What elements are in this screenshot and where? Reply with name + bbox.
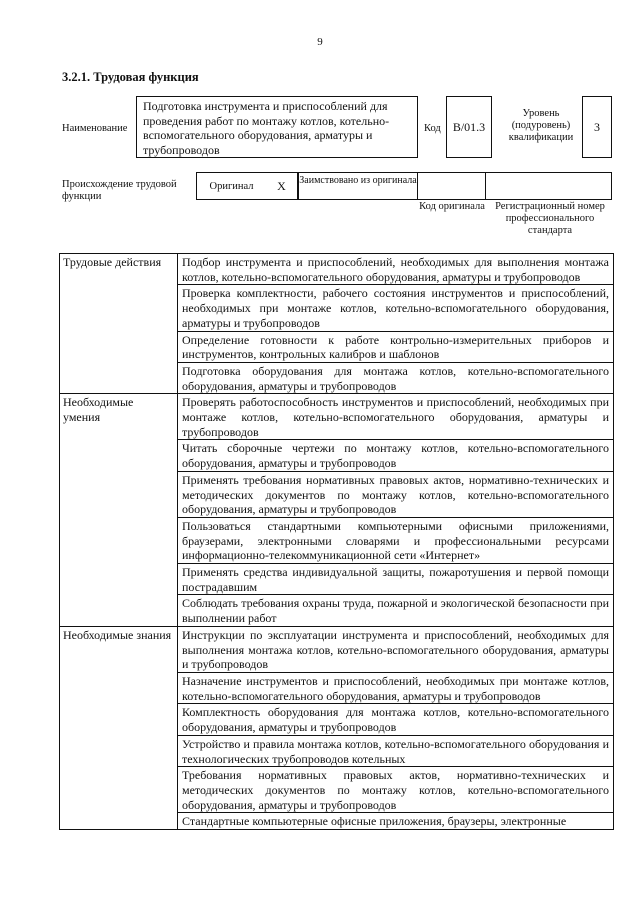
item-cell: Инструкции по эксплуатации инструмента и приспособлений, необходимых для выполнения монтажа котлов, котельно-вспомогательного оборудования, арматуры и трубопроводов bbox=[178, 626, 614, 672]
reg-number-caption: Регистрационный номер профессионального стандарта bbox=[495, 201, 605, 236]
name-label: Наименование bbox=[62, 123, 128, 134]
borrowed-cell bbox=[298, 172, 418, 200]
level-value: 3 bbox=[582, 96, 612, 158]
item-cell: Устройство и правила монтажа котлов, котельно-вспомогательного оборудования и технологических трубопроводов котельных bbox=[178, 735, 614, 766]
code-original-caption: Код оригинала bbox=[419, 201, 485, 212]
item-cell: Требования нормативных правовых актов, нормативно-технических и методических документов по монтажу котлов, котельно-вспомогательного оборудования, арматуры и трубопроводов bbox=[178, 767, 614, 813]
table-row bbox=[60, 394, 614, 440]
reg-number-cell bbox=[486, 172, 612, 200]
category-cell: Необходимые умения bbox=[60, 394, 178, 627]
code-value: B/01.3 bbox=[446, 96, 492, 158]
level-label: Уровень (подуровень) квалификации bbox=[508, 108, 574, 143]
page-number: 9 bbox=[317, 36, 323, 48]
code-original-cell bbox=[418, 172, 486, 200]
code-label: Код bbox=[424, 123, 441, 134]
category-cell: Трудовые действия bbox=[60, 254, 178, 394]
item-cell: Проверять работоспособность инструментов и приспособлений, необходимых при монтаже котлов, котельно-вспомогательного оборудования, арматуры и трубопроводов bbox=[178, 394, 614, 440]
item-cell: Подготовка оборудования для монтажа котлов, котельно-вспомогательного оборудования, арматуры и трубопроводов bbox=[178, 362, 614, 393]
item-cell: Определение готовности к работе контрольно-измерительных приборов и инструментов, контрольных калибров и шаблонов bbox=[178, 331, 614, 362]
item-cell: Пользоваться стандартными компьютерными офисными приложениями, браузерами, электронными словарями и профессиональными ресурсами информационно-телекоммуникационной сети «Интернет» bbox=[178, 517, 614, 563]
section-title: 3.2.1. Трудовая функция bbox=[62, 70, 199, 84]
original-mark: X bbox=[277, 178, 286, 193]
item-cell: Комплектность оборудования для монтажа котлов, котельно-вспомогательного оборудования, арматуры и трубопроводов bbox=[178, 704, 614, 735]
item-cell: Назначение инструментов и приспособлений, необходимых при монтаже котлов, котельно-вспомогательного оборудования, арматуры и трубопроводов bbox=[178, 672, 614, 703]
category-cell: Необходимые знания bbox=[60, 626, 178, 829]
function-table bbox=[59, 253, 614, 830]
item-cell: Применять требования нормативных правовых актов, нормативно-технических и методических документов по монтажу котлов, котельно-вспомогательного оборудования, арматуры и трубопроводов bbox=[178, 471, 614, 517]
item-cell: Подбор инструмента и приспособлений, необходимых для выполнения монтажа котлов, котельно-вспомогательного оборудования, арматуры и трубопроводов bbox=[178, 254, 614, 285]
item-cell: Проверка комплектности, рабочего состояния инструментов и приспособлений, необходимых при монтаже котлов, котельно-вспомогательного оборудования, арматуры и трубопроводов bbox=[178, 285, 614, 331]
original-mark-cell bbox=[266, 172, 298, 200]
original-cell bbox=[196, 172, 266, 200]
origin-label: Происхождение трудовой функции bbox=[62, 179, 177, 202]
function-name-value: Подготовка инструмента и приспособлений для проведения работ по монтажу котлов, котельно-вспомогательного оборудования, арматуры и трубопроводов bbox=[136, 96, 418, 158]
table-row bbox=[60, 254, 614, 285]
item-cell: Применять средства индивидуальной защиты, пожаротушения и первой помощи пострадавшим bbox=[178, 564, 614, 595]
item-cell: Читать сборочные чертежи по монтажу котлов, котельно-вспомогательного оборудования, арматуры и трубопроводов bbox=[178, 440, 614, 471]
borrowed-label: Заимствовано из оригинала bbox=[299, 175, 417, 186]
item-cell: Стандартные компьютерные офисные приложения, браузеры, электронные bbox=[178, 813, 614, 830]
item-cell: Соблюдать требования охраны труда, пожарной и экологической безопасности при выполнении работ bbox=[178, 595, 614, 626]
table-row bbox=[60, 626, 614, 672]
original-label: Оригинал bbox=[209, 180, 254, 192]
